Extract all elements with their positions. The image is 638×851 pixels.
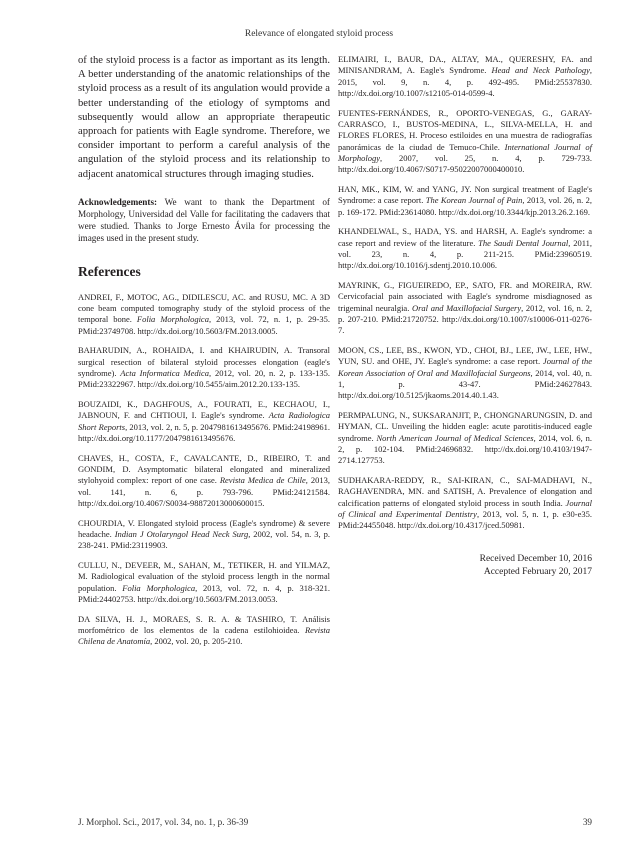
reference-details: , 2002, vol. 54, n. 3, p. 238-241. PMid:23119903. (78, 528, 330, 551)
reference-journal: Indian J Otolaryngol Head Neck Surg (114, 528, 249, 539)
reference-authors-title: FUENTES-FERNÁNDES, R., OPORTO-VENEGAS, G., GARAY-CARRASCO, I., BUSTOS-MEDINA, L., SILVA-MELLA, H. and FLORES FLORES, H. Proceso estiloides en una muestra de radiografías panorámicas de la ciudad de Temuco-Chile. (338, 107, 592, 152)
reference-authors-title: MAYRINK, G., FIGUEIREDO, EP., SATO, FR. and MOREIRA, RW. Cervicofacial pain associated with Eagle's syndrome misdiagnosed as trigeminal neuralgia. (338, 280, 592, 313)
references-list-left (78, 292, 330, 648)
reference-entry (338, 184, 592, 218)
acknowledgements (78, 196, 330, 245)
reference-details: , 2015, vol. 9, n. 4, p. 492-495. PMid:25537830. http://dx.doi.org/10.1007/s12105-014-0599-4. (338, 65, 592, 98)
acknowledgements-label: Acknowledgements: (78, 196, 158, 207)
reference-entry (78, 345, 330, 390)
reference-authors-title: HAN, MK., KIM, W. and YANG, JY. Non surgical treatment of Eagle's Syndrome: a case report. (338, 183, 592, 206)
reference-journal: North American Journal of Medical Sciences (376, 432, 534, 443)
accepted-date: Accepted February 20, 2017 (483, 567, 592, 578)
received-date: Received December 10, 2016 (479, 554, 592, 565)
acknowledgements-text: We want to thank the Department of Morphology, Universidad del Valle for facilitating the cadavers that were studied. Thanks to Jorge Ernesto Ávila for processing the images used in the present study. (78, 196, 330, 244)
page-number: 39 (582, 817, 592, 827)
reference-entry (338, 108, 592, 176)
right-column (338, 54, 592, 579)
running-title: Relevance of elongated styloid process (244, 29, 394, 39)
reference-journal: Acta Radiologica Short Reports (78, 410, 330, 432)
reference-authors-title: ANDREI, F., MOTOC, AG., DIDILESCU, AC. and RUSU, MC. A 3D cone beam computed tomography study of the styloid process of the temporal bone. (78, 291, 330, 325)
journal-citation: J. Morphol. Sci., 2017, vol. 34, no. 1, p. 36-39 (78, 817, 249, 827)
reference-details: , 2013, vol. 5, n. 1, p. e30-e35. PMid:24455048. http://dx.doi.org/10.4317/jced.50981. (338, 508, 592, 531)
reference-details: , 2013, vol. 26, n. 2, p. 169-172. PMid:23614080. http://dx.doi.org/10.3344/kjp.2013.26.2.169. (338, 195, 593, 217)
reference-details: , 2002, vol. 20, p. 205-210. (150, 636, 243, 647)
reference-journal: Head and Neck Pathology (491, 65, 590, 76)
reference-entry (338, 226, 592, 271)
reference-journal: The Korean Journal of Pain (425, 195, 523, 206)
reference-authors-title: BOUZAIDI, K., DAGHFOUS, A., FOURATI, E., KECHAOU, I., JABNOUN, F. and CHTIOUI, I. Eagle's syndrome. (78, 399, 330, 421)
reference-journal: Revista Chilena de Anatomía (78, 625, 330, 647)
reference-entry (338, 345, 592, 401)
reference-authors-title: CHOURDIA, V. Elongated styloid process (Eagle's syndrome) & severe headache. (78, 517, 330, 539)
reference-authors-title: PERMPALUNG, N., SUKSARANJIT, P., CHONGNARUNGSIN, D. and HYMAN, CL. Unveiling the hidden eagle: acute parotitis-induced eagle syndrome. (338, 410, 592, 443)
reference-details: , 2013, vol. 2, n. 5, p. 2047981613495676. PMid:24198961. http://dx.doi.org/10.1177/2047981613495676. (78, 421, 330, 443)
submission-dates (338, 553, 592, 579)
reference-authors-title: CULLU, N., DEVEER, M., SAHAN, M., TETIKER, H. and YILMAZ, M. Radiological evaluation of the styloid process length in the normal population. (78, 560, 330, 593)
reference-journal: Journal of Clinical and Experimental Dentistry (338, 497, 592, 519)
reference-journal: Folia Morphologica (122, 582, 196, 593)
reference-authors-title: DA SILVA, H. J., MORAES, S. R. A. & TASHIRO, T. Análisis morfométrico de los elementos de la cadena estilohioidea. (78, 613, 330, 636)
reference-details: , 2007, vol. 25, n. 4, p. 729-733. http://dx.doi.org/10.4067/S0717-95022007000400010. (338, 152, 592, 175)
reference-journal: International Journal of Morphology (338, 141, 592, 163)
reference-authors-title: ELIMAIRI, I., BAUR, DA., ALTAY, MA., QUERESHY, FA. and MINISANDRAM, A. Eagle's Syndrome. (338, 54, 592, 76)
left-column (78, 54, 330, 656)
reference-entry (78, 292, 330, 337)
reference-authors-title: CHAVES, H., COSTA, F., CAVALCANTE, D., RIBEIRO, T. and GONDIM, D. Asymptomatic bilateral elongated and mineralized stylohyoid complex: report of one case. (78, 452, 330, 486)
reference-journal: Acta Informatica Medica (120, 367, 210, 378)
reference-details: , 2013, vol. 72, n. 1, p. 29-35. PMid:23749708. http://dx.doi.org/10.5603/FM.2013.0005. (78, 314, 330, 336)
reference-details: , 2014, vol. 40, n. 1, p. 43-47. PMid:24627843. http://dx.doi.org/10.5125/jkaoms.2014.40.1.43. (338, 367, 592, 401)
reference-entry (78, 518, 330, 552)
reference-entry (338, 54, 592, 99)
reference-entry (338, 475, 592, 531)
reference-entry (338, 280, 592, 336)
reference-entry (338, 410, 592, 466)
reference-authors-title: BAHARUDIN, A., ROHAIDA, I. and KHAIRUDIN, A. Transoral surgical resection of bilateral styloid processes elongation (eagle's syndrome). (78, 345, 330, 378)
references-list-right (338, 54, 592, 531)
reference-entry (78, 453, 330, 509)
reference-details: , 2014, vol. 6, n. 2, p. 102-104. PMid:24696832. http://dx.doi.org/10.4103/1947-2714.127753. (338, 432, 592, 466)
reference-authors-title: SUDHAKARA-REDDY, R., SAI-KIRAN, C., SAI-MADHAVI, N., RAGHAVENDRA, MN. and SATISH, A. Prevalence of elongation and calcification patterns of elongated styloid process in south India. (338, 475, 592, 508)
references-heading: References (78, 263, 141, 279)
reference-details: , 2013, vol. 72, n. 4, p. 318-321. PMid:24402753. http://dx.doi.org/10.5603/FM.2013.0053. (78, 582, 330, 604)
reference-details: , 2011, vol. 23, n. 4, p. 211-215. PMid:23960519. http://dx.doi.org/10.1016/j.sdentj.2010.10.006. (338, 237, 592, 271)
reference-entry (78, 399, 330, 444)
reference-details: , 2012, vol. 20, n. 2, p. 133-135. PMid:23322967. http://dx.doi.org/10.5455/aim.2012.20.133-135. (78, 367, 330, 390)
reference-entry (78, 560, 330, 605)
conclusion-paragraph: of the styloid process is a factor as important as its length. A better understanding of the anatomic relationships of the styloid process as a result of its angulation would provide a better understanding of the etiology of symptoms and subsequently would allow an appropriate therapeutic approach for patients with Eagle syndrome. Therefore, we consider important to perform a careful analysis of the angulation of the styloid process and its relationship to adjacent anatomical structures through imaging studies. (78, 55, 330, 180)
reference-details: , 2013, vol. 141, n. 6, p. 793-796. PMid:24121584. http://dx.doi.org/10.4067/S0034-98872013000600015. (78, 475, 330, 508)
reference-journal: The Saudi Dental Journal (478, 237, 569, 248)
reference-journal: Revista Medica de Chile (219, 475, 306, 486)
reference-journal: Oral and Maxillofacial Surgery (411, 302, 522, 313)
reference-details: , 2012, vol. 16, n. 2, p. 207-210. PMid:21720752. http://dx.doi.org/10.1007/s10006-011-0276-7. (338, 302, 592, 336)
reference-authors-title: KHANDELWAL, S., HADA, YS. and HARSH, A. Eagle's syndrome: a case report and review of the literature. (338, 226, 592, 248)
reference-journal: Folia Morphologica (136, 314, 209, 325)
reference-authors-title: MOON, CS., LEE, BS., KWON, YD., CHOI, BJ., LEE, JW., LEE, HW., YUN, SU. and OHE, JY. Eagle's syndrome: a case report. (338, 345, 592, 367)
reference-entry (78, 614, 330, 648)
reference-journal: Journal of the Korean Association of Oral and Maxillofacial Surgeons (338, 356, 592, 378)
